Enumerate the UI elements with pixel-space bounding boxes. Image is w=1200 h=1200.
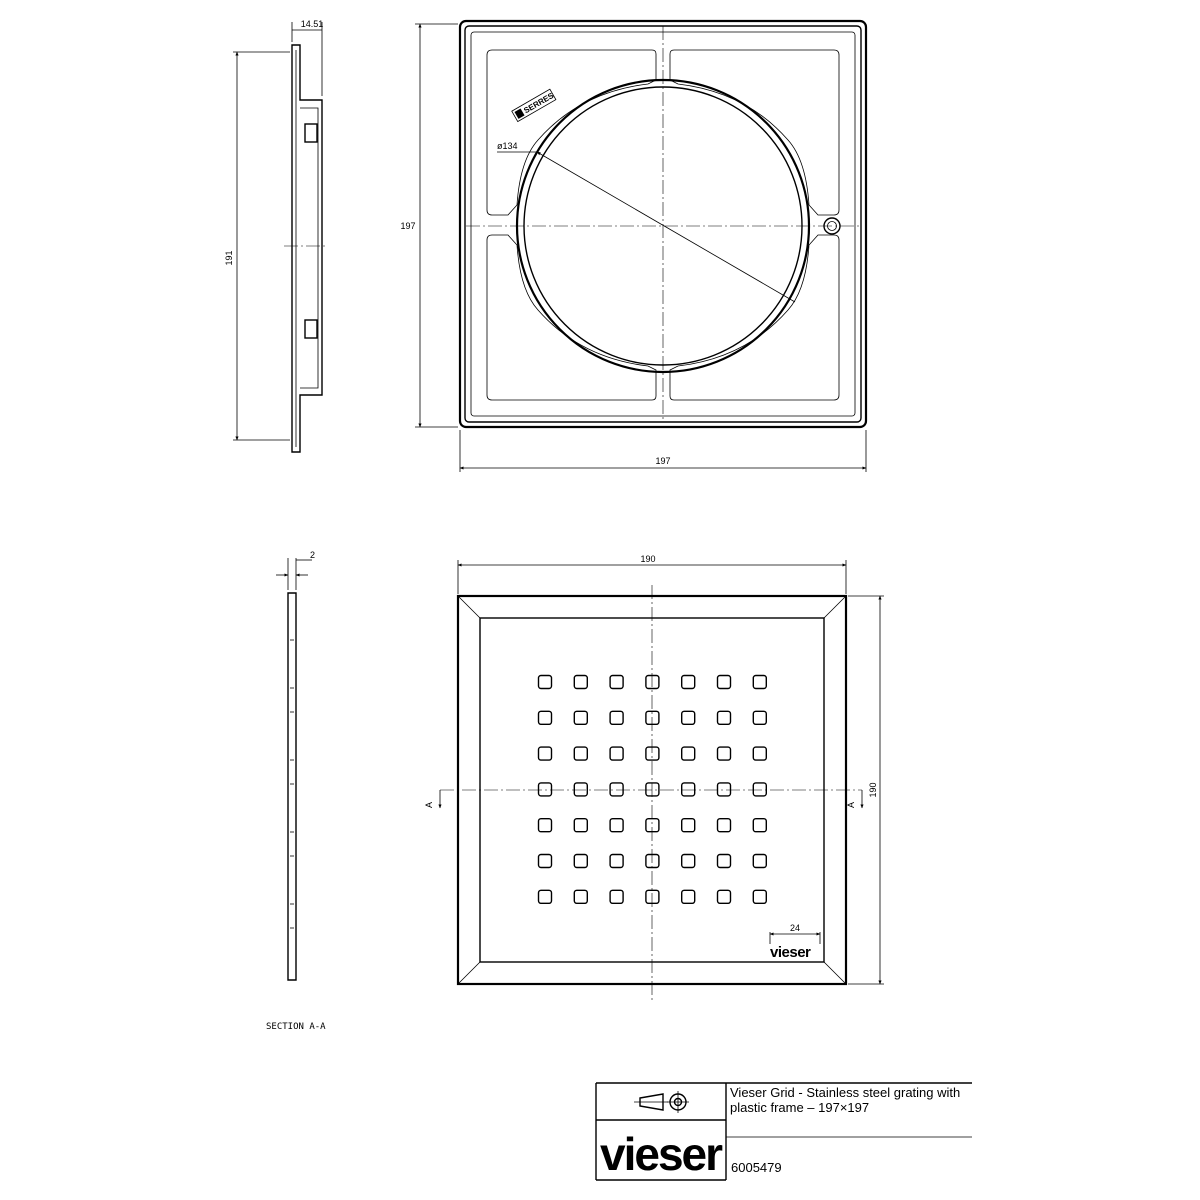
drain-slot	[610, 819, 623, 832]
drain-slot	[718, 890, 731, 903]
drain-slots	[539, 676, 767, 904]
drain-slot	[682, 783, 695, 796]
drain-slot	[539, 819, 552, 832]
drain-slot	[753, 747, 766, 760]
drain-slot	[682, 819, 695, 832]
drain-slot	[753, 819, 766, 832]
grating-view	[424, 554, 884, 1000]
side-height-label: 191	[224, 250, 234, 266]
title-block-logo: vieser	[600, 1128, 722, 1180]
drain-slot	[574, 676, 587, 689]
drain-slot	[646, 819, 659, 832]
grating-height-label: 190	[868, 782, 878, 798]
frame-width-label: 197	[655, 456, 671, 466]
drain-slot	[574, 819, 587, 832]
logo-width-label: 24	[789, 923, 801, 933]
drain-slot	[574, 783, 587, 796]
drain-slot	[610, 747, 623, 760]
diameter-label: ø134	[497, 141, 518, 151]
drain-slot	[574, 711, 587, 724]
description-line-1: Vieser Grid - Stainless steel grating with	[730, 1085, 961, 1100]
section-marker-left: A	[424, 801, 434, 809]
side-depth-label: 14.51	[300, 19, 324, 29]
drain-slot	[610, 676, 623, 689]
drain-slot	[574, 855, 587, 868]
drain-slot	[539, 783, 552, 796]
grating-width-label: 190	[640, 554, 656, 564]
drain-slot	[646, 676, 659, 689]
drain-slot	[718, 819, 731, 832]
drain-slot	[646, 747, 659, 760]
drain-slot	[610, 711, 623, 724]
serres-logo-text: SERRES	[522, 90, 556, 116]
drain-slot	[682, 676, 695, 689]
drain-slot	[682, 747, 695, 760]
drain-slot	[646, 711, 659, 724]
section-label: SECTION A-A	[266, 1022, 326, 1032]
part-number: 6005479	[731, 1160, 782, 1175]
drain-slot	[718, 747, 731, 760]
section-thickness-label: 2	[310, 550, 316, 560]
drain-slot	[539, 747, 552, 760]
projection-symbol-icon	[634, 1091, 689, 1113]
drain-slot	[753, 711, 766, 724]
drain-slot	[753, 676, 766, 689]
drain-slot	[610, 783, 623, 796]
drain-slot	[718, 676, 731, 689]
drain-slot	[610, 855, 623, 868]
frame-side-view	[224, 19, 328, 452]
drain-slot	[539, 711, 552, 724]
drain-slot	[682, 855, 695, 868]
serres-logo	[512, 89, 557, 122]
drain-slot	[539, 855, 552, 868]
drain-slot	[682, 711, 695, 724]
description-line-2: plastic frame – 197×197	[730, 1100, 870, 1115]
drain-slot	[753, 855, 766, 868]
section-marker-right: A	[846, 801, 856, 809]
drain-slot	[718, 711, 731, 724]
drain-slot	[753, 890, 766, 903]
drain-slot	[539, 676, 552, 689]
drain-slot	[646, 890, 659, 903]
drain-slot	[610, 890, 623, 903]
drain-slot	[574, 747, 587, 760]
title-block	[596, 1083, 972, 1180]
frame-top-view	[400, 21, 866, 472]
drain-slot	[718, 855, 731, 868]
drain-slot	[682, 890, 695, 903]
drain-slot	[539, 890, 552, 903]
drain-slot	[718, 783, 731, 796]
grating-logo: vieser	[770, 944, 811, 961]
section-view	[266, 550, 326, 1032]
drain-slot	[574, 890, 587, 903]
drain-slot	[646, 855, 659, 868]
drain-slot	[753, 783, 766, 796]
drain-slot	[646, 783, 659, 796]
frame-height-label: 197	[400, 221, 416, 231]
